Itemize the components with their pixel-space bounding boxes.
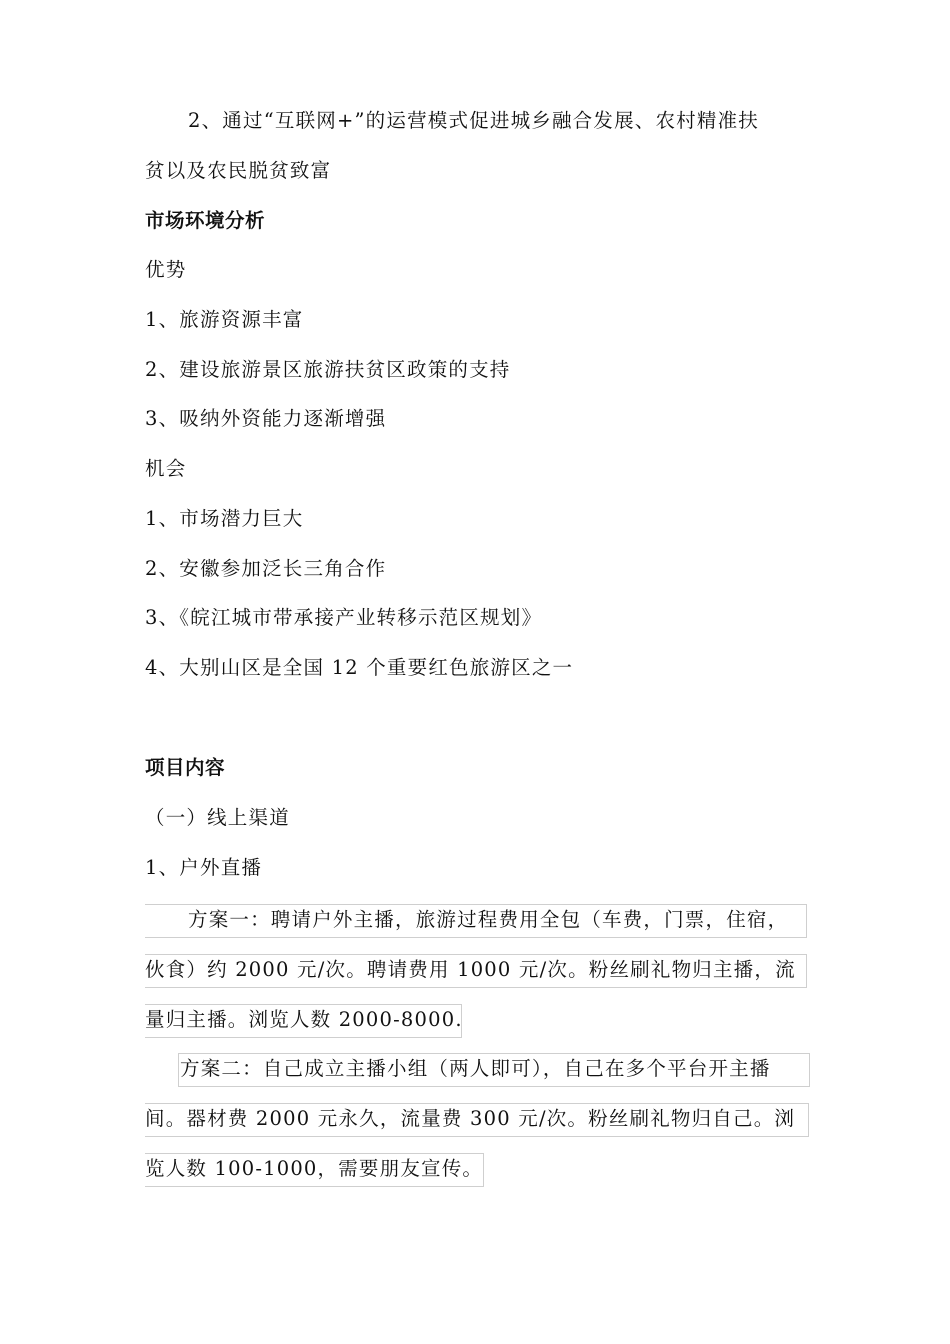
plan-2-line-1: 方案二：自己成立主播小组（两人即可），自己在多个平台开主播 xyxy=(180,1057,771,1080)
opportunities-heading: 机会 xyxy=(145,457,187,480)
plan-1-line-3: 量归主播。浏览人数 2000-8000. xyxy=(145,1008,463,1031)
opportunity-item-4: 4、大别山区是全国 12 个重要红色旅游区之一 xyxy=(145,656,574,679)
opportunity-item-2: 2、安徽参加泛长三角合作 xyxy=(145,557,387,580)
advantage-item-2: 2、建设旅游景区旅游扶贫区政策的支持 xyxy=(145,358,511,381)
online-channel-heading: （一）线上渠道 xyxy=(145,806,290,829)
intro-line-2: 贫以及农民脱贫致富 xyxy=(145,159,332,182)
plan-1-line-1: 方案一：聘请户外主播，旅游过程费用全包（车费，门票，住宿， xyxy=(188,908,789,931)
project-heading: 项目内容 xyxy=(145,756,226,779)
market-heading: 市场环境分析 xyxy=(145,209,266,232)
live-stream-heading: 1、户外直播 xyxy=(145,856,263,879)
opportunity-item-1: 1、市场潜力巨大 xyxy=(145,507,304,530)
opportunity-item-3: 3、《皖江城市带承接产业转移示范区规划》 xyxy=(145,606,543,629)
plan-2-line-2: 间。器材费 2000 元永久，流量费 300 元/次。粉丝刷礼物归自己。浏 xyxy=(145,1107,796,1130)
plan-1-line-2: 伙食）约 2000 元/次。聘请费用 1000 元/次。粉丝刷礼物归主播，流 xyxy=(145,958,796,981)
plan-2-line-3: 览人数 100-1000，需要朋友宣传。 xyxy=(145,1157,484,1180)
intro-line-1: 2、通过“互联网+”的运营模式促进城乡融合发展、农村精准扶 xyxy=(188,109,759,132)
advantage-item-1: 1、旅游资源丰富 xyxy=(145,308,304,331)
advantage-item-3: 3、吸纳外资能力逐渐增强 xyxy=(145,407,387,430)
advantages-heading: 优势 xyxy=(145,258,187,281)
